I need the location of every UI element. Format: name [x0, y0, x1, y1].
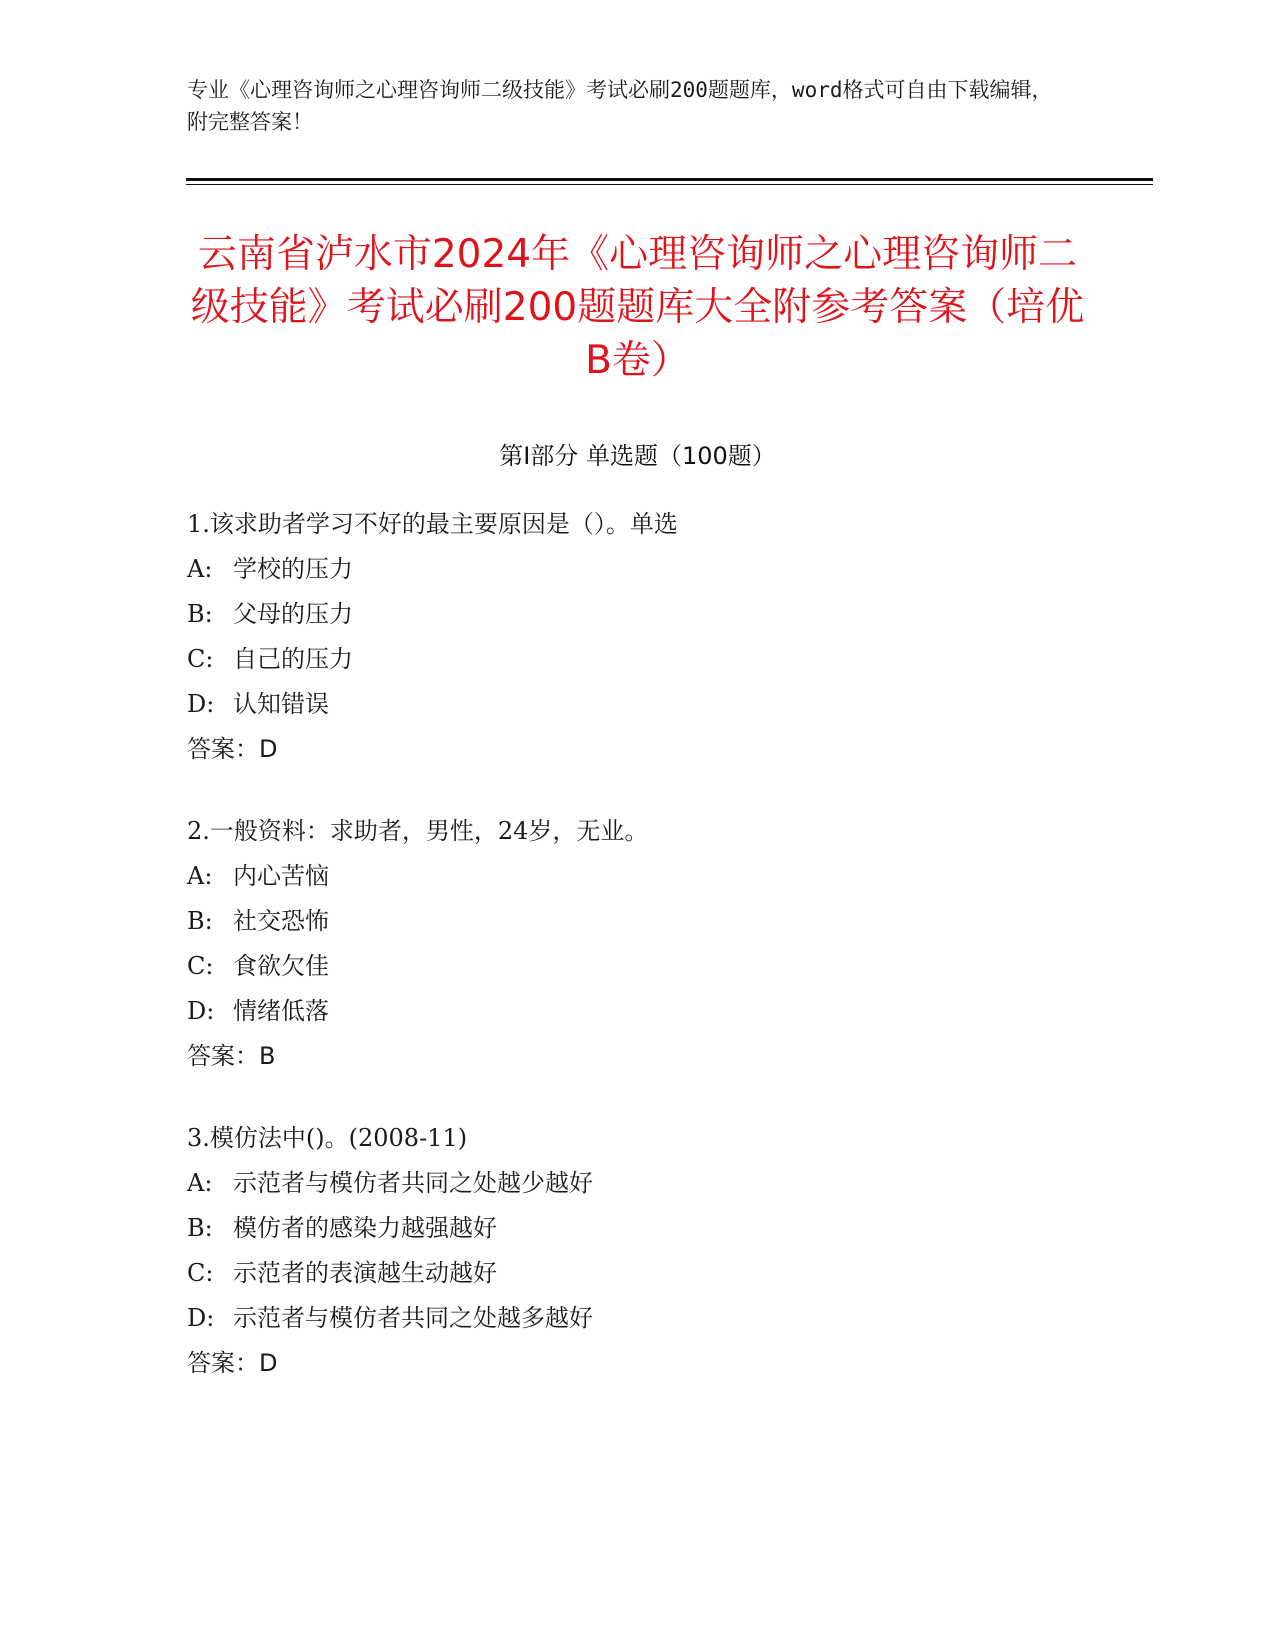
header-note: 专业《心理咨询师之心理咨询师二级技能》考试必刷200题题库，word格式可自由下载编辑，附完整答案！ [187, 78, 1053, 134]
question-3 [187, 1116, 1087, 1386]
question-stem: 1.该求助者学习不好的最主要原因是（）。单选 [187, 510, 678, 538]
option-b [187, 592, 1087, 637]
option-text: 认知错误 [233, 690, 329, 718]
question-2 [187, 809, 1087, 1079]
option-text: 示范者与模仿者共同之处越多越好 [233, 1304, 593, 1332]
answer-value: D [259, 1349, 278, 1377]
option-key: B: [187, 1214, 213, 1242]
question-stem: 2.一般资料：求助者，男性，24岁，无业。 [187, 817, 649, 845]
answer-label: 答案： [187, 1349, 259, 1377]
document-title: 云南省泸水市2024年《心理咨询师之心理咨询师二级技能》考试必刷200题题库大全附参考答案（培优B卷） [190, 232, 1085, 383]
option-key: A: [187, 1169, 213, 1197]
option-c [187, 637, 1087, 682]
question-stem: 3.模仿法中()。(2008-11) [187, 1124, 468, 1152]
option-key: D: [187, 1304, 215, 1332]
option-key: D: [187, 690, 215, 718]
option-key: B: [187, 600, 213, 628]
option-text: 模仿者的感染力越强越好 [233, 1214, 497, 1242]
option-d [187, 1296, 1087, 1341]
option-text: 学校的压力 [233, 555, 353, 583]
option-a [187, 854, 1087, 899]
option-text: 父母的压力 [233, 600, 353, 628]
answer-label: 答案： [187, 735, 259, 763]
option-c [187, 944, 1087, 989]
answer-label: 答案： [187, 1042, 259, 1070]
option-b [187, 1206, 1087, 1251]
answer-value: B [259, 1042, 276, 1070]
option-a [187, 1161, 1087, 1206]
option-text: 示范者的表演越生动越好 [233, 1259, 497, 1287]
option-key: C: [187, 645, 214, 673]
option-d [187, 682, 1087, 727]
option-c [187, 1251, 1087, 1296]
option-key: D: [187, 997, 215, 1025]
option-key: C: [187, 952, 214, 980]
header-rule-thick [186, 178, 1153, 181]
option-key: A: [187, 862, 213, 890]
option-text: 内心苦恼 [233, 862, 329, 890]
option-text: 情绪低落 [233, 997, 329, 1025]
answer-line [187, 1341, 1087, 1386]
option-d [187, 989, 1087, 1034]
option-text: 食欲欠佳 [233, 952, 329, 980]
question-1 [187, 502, 1087, 772]
option-key: B: [187, 907, 213, 935]
option-b [187, 899, 1087, 944]
option-text: 自己的压力 [233, 645, 353, 673]
section-title: 第Ⅰ部分 单选题（100题） [499, 442, 776, 470]
option-key: A: [187, 555, 213, 583]
answer-line [187, 727, 1087, 772]
answer-line [187, 1034, 1087, 1079]
option-a [187, 547, 1087, 592]
option-text: 示范者与模仿者共同之处越少越好 [233, 1169, 593, 1197]
header-rule-thin [186, 184, 1153, 185]
option-key: C: [187, 1259, 214, 1287]
option-text: 社交恐怖 [233, 907, 329, 935]
answer-value: D [259, 735, 278, 763]
